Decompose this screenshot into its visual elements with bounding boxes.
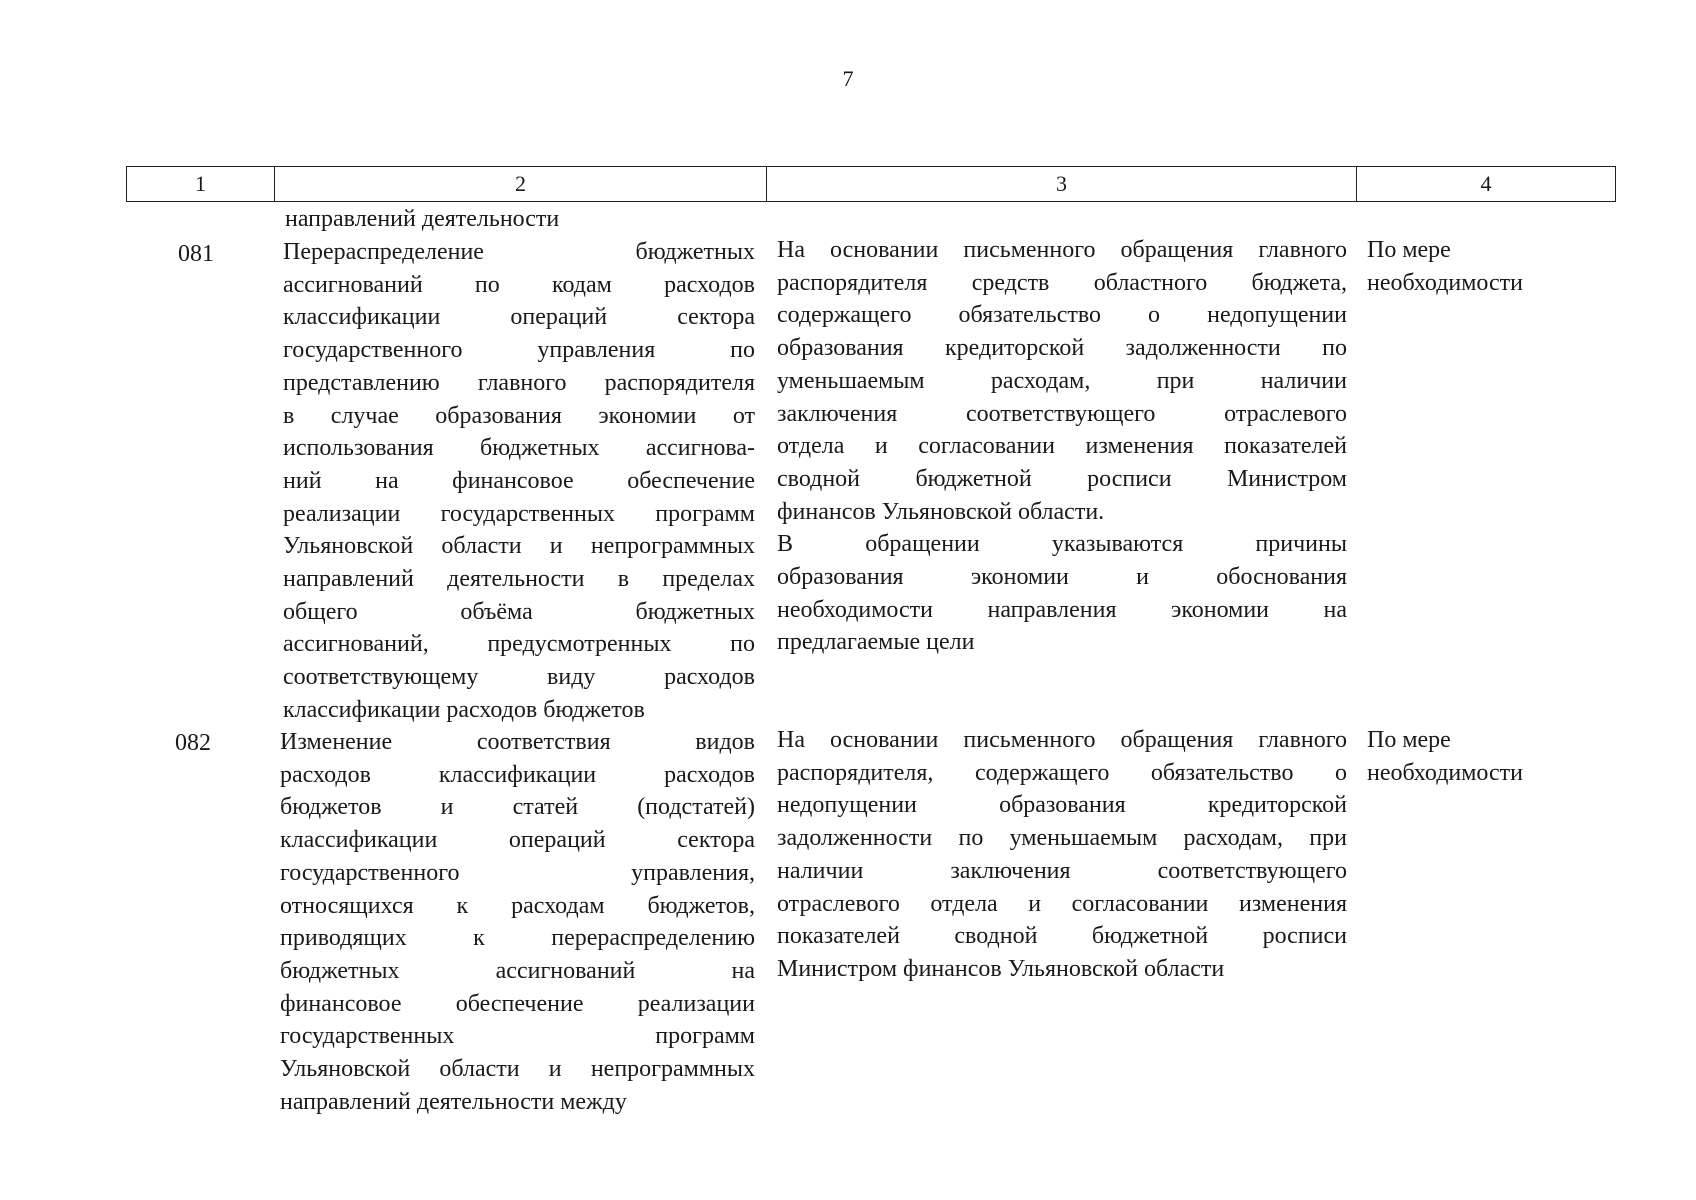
description_lines-line: соответствующему виду расходов	[283, 664, 755, 691]
basis_lines-line: задолженности по уменьшаемым расходам, при	[777, 825, 1347, 852]
basis_lines-line: распорядителя, содержащего обязательство о	[777, 759, 1347, 786]
page-number: 7	[842, 66, 854, 91]
basis_lines-line: отдела и согласовании изменения показателей	[777, 433, 1347, 460]
basis_lines-line: наличии заключения соответствующего	[777, 857, 1347, 884]
description_lines-line: в случае образования экономии от	[283, 402, 755, 429]
description_lines-line: относящихся к расходам бюджетов,	[280, 892, 755, 919]
description_lines-line: государственного управления по	[283, 337, 755, 364]
basis_lines-line: Министром финансов Ульяновской области	[777, 955, 1225, 982]
basis_lines-line: финансов Ульяновской области.	[777, 498, 1105, 525]
basis_lines-line: показателей сводной бюджетной росписи	[777, 923, 1347, 950]
row-term	[1367, 724, 1523, 789]
row-basis	[777, 724, 1347, 986]
description_lines-line: Ульяновской области и непрограммных	[283, 533, 755, 560]
description_lines-line: бюджетных ассигнований на	[280, 957, 755, 984]
row-basis	[777, 234, 1347, 659]
basis_lines-line: сводной бюджетной росписи Министром	[777, 465, 1347, 492]
description_lines-line: представлению главного распорядителя	[283, 369, 755, 396]
description_lines-line: приводящих к перераспределению	[280, 925, 755, 952]
basis_lines-line: недопущении образования кредиторской	[777, 792, 1347, 819]
term-line: необходимости	[1367, 269, 1524, 296]
basis_lines-line: образования экономии и обоснования	[777, 564, 1347, 591]
description_lines-line: ассигнований по кодам расходов	[283, 271, 755, 298]
description_lines-line: государственного управления,	[280, 859, 755, 886]
column-header-2: 2	[275, 167, 767, 201]
row-description	[280, 726, 755, 1118]
term-line: По мере	[1367, 237, 1451, 263]
description_lines-line: классификации расходов бюджетов	[283, 696, 645, 723]
basis_lines-line: распорядителя средств областного бюджета,	[777, 269, 1347, 296]
description_lines-line: Изменение соответствия видов	[280, 729, 755, 755]
row-code: 082	[175, 730, 211, 756]
description_lines-line: Перераспределение бюджетных	[283, 239, 755, 265]
description_lines-line: направлений деятельности в пределах	[283, 566, 755, 593]
column-header-4: 4	[1480, 171, 1492, 196]
description_lines-line: финансовое обеспечение реализации	[280, 990, 755, 1017]
basis_lines-line: На основании письменного обращения главного	[777, 237, 1347, 263]
row-code: 081	[178, 241, 214, 267]
description_lines-line: ассигнований, предусмотренных по	[283, 631, 755, 658]
description_lines-line: использования бюджетных ассигнова-	[283, 435, 755, 462]
description_lines-line: Ульяновской области и непрограммных	[280, 1056, 755, 1083]
description_lines-line: классификации операций сектора	[280, 827, 755, 854]
term-line: необходимости	[1367, 759, 1524, 786]
description_lines-line: ний на финансовое обеспечение	[283, 467, 755, 494]
row-description	[283, 236, 755, 727]
description_lines-line: направлений деятельности между	[280, 1088, 627, 1115]
column-header-1: 1	[127, 167, 275, 201]
description_lines-line: расходов классификации расходов	[280, 761, 755, 788]
basis_lines-line: В обращении указываются причины	[777, 531, 1347, 558]
column-number-header	[126, 166, 1616, 202]
term-line: По мере	[1367, 727, 1451, 753]
description_lines-line: государственных программ	[280, 1023, 755, 1050]
description_lines-line: классификации операций сектора	[283, 304, 755, 331]
carry-over-text: направлений деятельности	[285, 206, 560, 232]
basis_lines-line: образования кредиторской задолженности по	[777, 335, 1347, 362]
basis_lines-line: уменьшаемым расходам, при наличии	[777, 367, 1347, 394]
basis_lines-line: заключения соответствующего отраслевого	[777, 400, 1347, 427]
column-header-3: 3	[767, 167, 1357, 201]
description_lines-line: общего объёма бюджетных	[283, 598, 755, 625]
basis_lines-line: отраслевого отдела и согласовании изменения	[777, 890, 1347, 917]
basis_lines-line: содержащего обязательство о недопущении	[777, 302, 1347, 329]
basis_lines-line: На основании письменного обращения главного	[777, 727, 1347, 753]
basis_lines-line: предлагаемые цели	[777, 629, 975, 656]
description_lines-line: реализации государственных программ	[283, 500, 755, 527]
basis_lines-line: необходимости направления экономии на	[777, 596, 1347, 623]
row-term	[1367, 234, 1523, 299]
description_lines-line: бюджетов и статей (подстатей)	[280, 794, 755, 821]
